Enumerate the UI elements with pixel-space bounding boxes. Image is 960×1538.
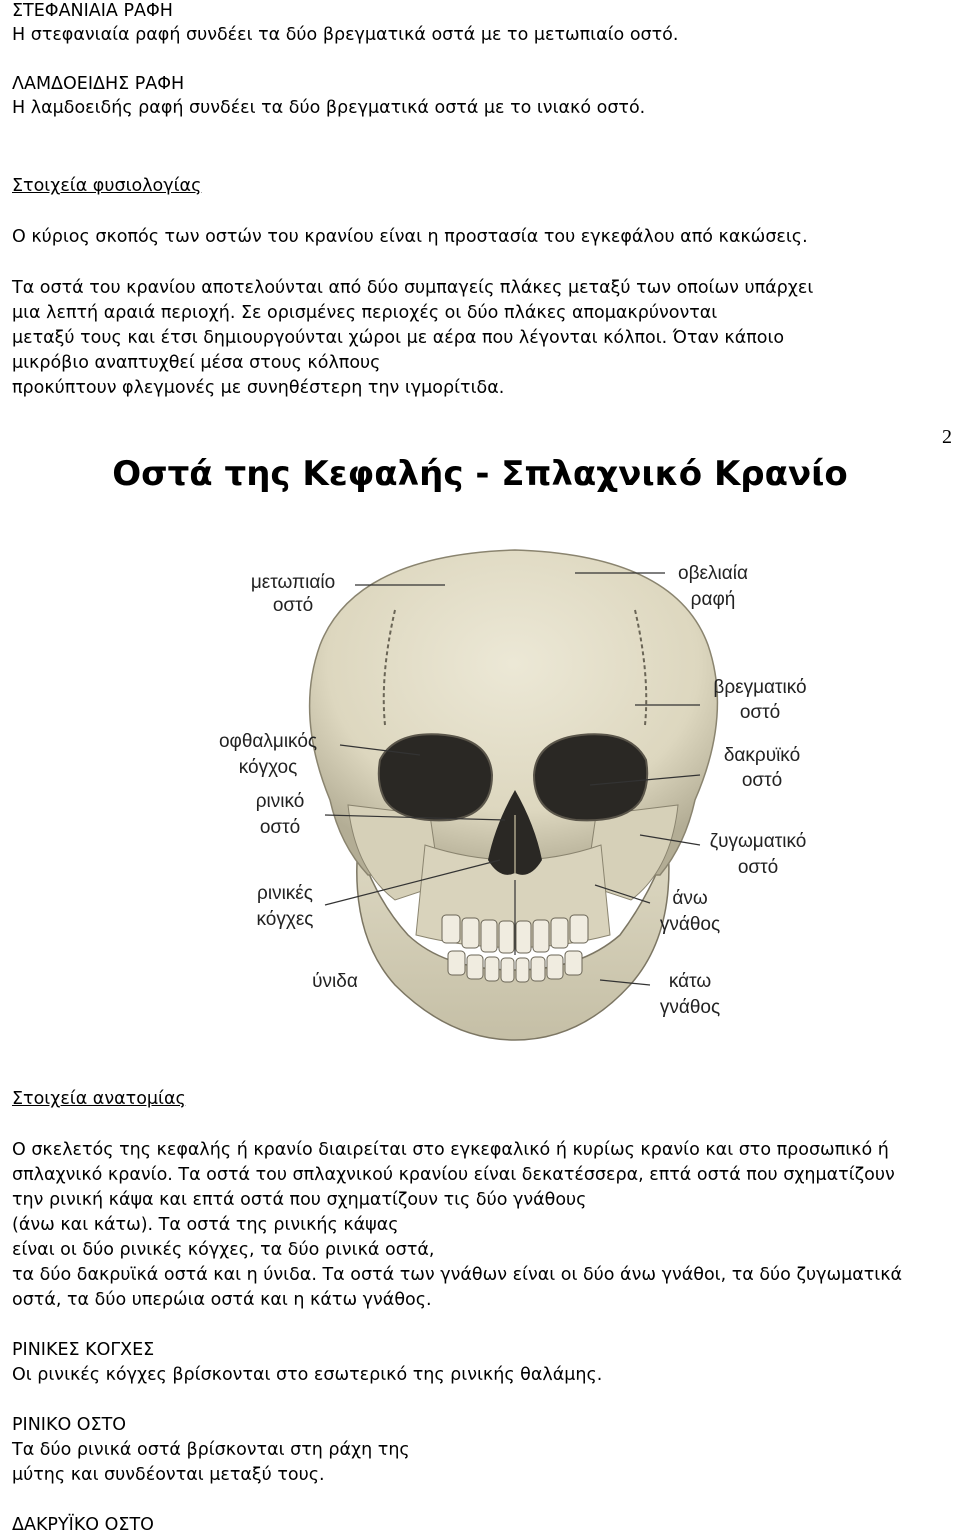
- paragraph-physiology-2-line4: μικρόβιο αναπτυχθεί μέσα στους κόλπους: [12, 353, 381, 373]
- label-orbit-line1: οφθαλμικός: [218, 731, 318, 752]
- heading-lacrimal-bone: ΔΑΚΡΥΪΚΟ ΟΣΤΟ: [12, 1515, 154, 1535]
- paragraph-anatomy-line7: οστά, τα δύο υπερώια οστά και η κάτω γνάθος.: [12, 1290, 432, 1310]
- paragraph-physiology-1: Ο κύριος σκοπός των οστών του κρανίου είναι η προστασία του εγκεφάλου από κακώσεις.: [12, 227, 808, 247]
- label-mandible-line2: γνάθος: [659, 997, 721, 1018]
- skull-illustration: [310, 550, 721, 1040]
- label-frontal-bone-line1: μετωπιαίο: [250, 572, 336, 593]
- label-zygomatic-bone-line1: ζυγωματικό: [709, 831, 807, 852]
- label-nasal-bone-line1: ρινικό: [255, 791, 305, 812]
- label-frontal-bone-line2: οστό: [272, 595, 314, 616]
- label-sagittal-suture-line2: ραφή: [690, 589, 736, 610]
- label-sagittal-suture-line1: οβελιαία: [678, 563, 748, 584]
- paragraph-nasal-bone-line1: Τα δύο ρινικά οστά βρίσκονται στη ράχη της: [12, 1440, 410, 1460]
- paragraph-coronal-suture: Η στεφανιαία ραφή συνδέει τα δύο βρεγματικά οστά με το μετωπιαίο οστό.: [12, 25, 679, 45]
- heading-coronal-suture: ΣΤΕΦΑΝΙΑΙΑ ΡΑΦΗ: [12, 1, 173, 21]
- label-parietal-bone-line1: βρεγματικό: [713, 677, 807, 698]
- paragraph-physiology-2-line2: μια λεπτή αραιά περιοχή. Σε ορισμένες περιοχές οι δύο πλάκες απομακρύνονται: [12, 303, 718, 323]
- section-heading-anatomy: Στοιχεία ανατομίας: [12, 1089, 186, 1109]
- label-lacrimal-bone-line2: οστό: [741, 770, 783, 791]
- label-vomer: ύνιδα: [312, 971, 358, 992]
- paragraph-anatomy-line2: σπλαχνικό κρανίο. Τα οστά του σπλαχνικού κρανίου είναι δεκατέσσερα, επτά οστά που σχηματίζουν: [12, 1165, 895, 1185]
- label-nasal-conchae-line2: κόγχες: [256, 909, 314, 930]
- paragraph-physiology-2-line1: Τα οστά του κρανίου αποτελούνται από δύο συμπαγείς πλάκες μεταξύ των οποίων υπάρχει: [12, 278, 814, 298]
- paragraph-anatomy-line4: (άνω και κάτω). Τα οστά της ρινικής κάψας: [12, 1215, 399, 1235]
- skull-diagram: [180, 515, 845, 1045]
- paragraph-anatomy-line3: την ρινική κάψα και επτά οστά που σχηματίζουν τις δύο γνάθους: [12, 1190, 587, 1210]
- label-lacrimal-bone-line1: δακρυϊκό: [723, 745, 801, 766]
- label-maxilla-line1: άνω: [672, 888, 708, 909]
- paragraph-anatomy-line1: Ο σκελετός της κεφαλής ή κρανίο διαιρείται στο εγκεφαλικό ή κυρίως κρανίο και στο προσωπικό ή: [12, 1140, 889, 1160]
- label-mandible-line1: κάτω: [668, 971, 712, 992]
- section-heading-physiology: Στοιχεία φυσιολογίας: [12, 176, 202, 196]
- label-maxilla-line2: γνάθος: [659, 914, 721, 935]
- heading-nasal-bone: ΡΙΝΙΚΟ ΟΣΤΟ: [12, 1415, 127, 1435]
- label-orbit-line2: κόγχος: [238, 757, 298, 778]
- paragraph-physiology-2-line3: μεταξύ τους και έτσι δημιουργούνται χώροι με αέρα που λέγονται κόλποι. Όταν κάποιο: [12, 328, 785, 348]
- paragraph-anatomy-line6: τα δύο δακρυϊκά οστά και η ύνιδα. Τα οστά των γνάθων είναι οι δύο άνω γνάθοι, τα δύο ζυγωματικά: [12, 1265, 903, 1285]
- paragraph-nasal-conchae: Οι ρινικές κόγχες βρίσκονται στο εσωτερικό της ρινικής θαλάμης.: [12, 1365, 603, 1385]
- label-zygomatic-bone-line2: οστό: [737, 857, 779, 878]
- paragraph-physiology-2-line5: προκύπτουν φλεγμονές με συνηθέστερη την ιγμορίτιδα.: [12, 378, 505, 398]
- page-title: Οστά της Κεφαλής - Σπλαχνικό Κρανίο: [112, 454, 848, 494]
- paragraph-lambdoid-suture: Η λαμδοειδής ραφή συνδέει τα δύο βρεγματικά οστά με το ινιακό οστό.: [12, 98, 646, 118]
- heading-lambdoid-suture: ΛΑΜΔΟΕΙΔΗΣ ΡΑΦΗ: [12, 74, 185, 94]
- label-parietal-bone-line2: οστό: [739, 702, 781, 723]
- page-number: 2: [942, 426, 952, 448]
- label-nasal-conchae-line1: ρινικές: [257, 883, 313, 904]
- label-nasal-bone-line2: οστό: [259, 817, 301, 838]
- heading-nasal-conchae: ΡΙΝΙΚΕΣ ΚΟΓΧΕΣ: [12, 1340, 155, 1360]
- paragraph-anatomy-line5: είναι οι δύο ρινικές κόγχες, τα δύο ρινικά οστά,: [12, 1240, 435, 1260]
- paragraph-nasal-bone-line2: μύτης και συνδέονται μεταξύ τους.: [12, 1465, 325, 1485]
